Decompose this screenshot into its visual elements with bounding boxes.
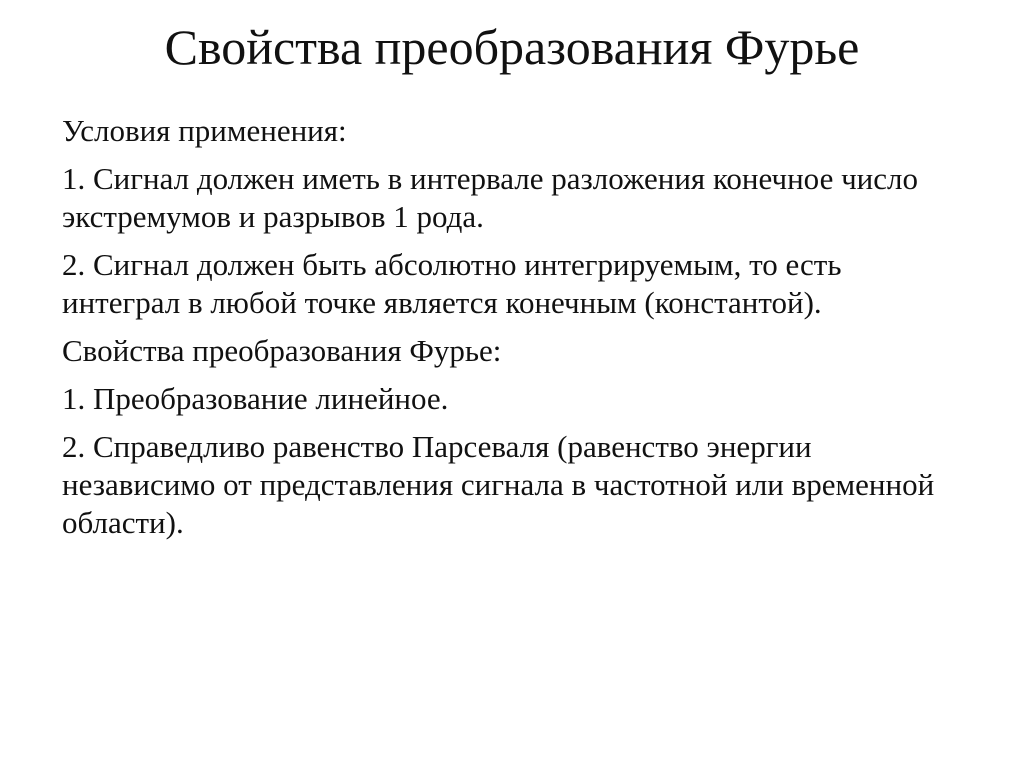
slide-body [62, 112, 962, 552]
properties-heading: Свойства преобразования Фурье: [62, 333, 502, 368]
slide-title: Свойства преобразования Фурье [164, 19, 860, 75]
condition-2: 2. Сигнал должен быть абсолютно интегрируемым, то есть интеграл в любой точке является конечным (константой). [62, 247, 842, 320]
conditions-heading: Условия применения: [62, 113, 347, 148]
property-2: 2. Справедливо равенство Парсеваля (равенство энергии независимо от представления сигнала в частотной или временной области). [62, 429, 935, 540]
condition-1: 1. Сигнал должен иметь в интервале разложения конечное число экстремумов и разрывов 1 рода. [62, 161, 918, 234]
property-1: 1. Преобразование линейное. [62, 381, 449, 416]
